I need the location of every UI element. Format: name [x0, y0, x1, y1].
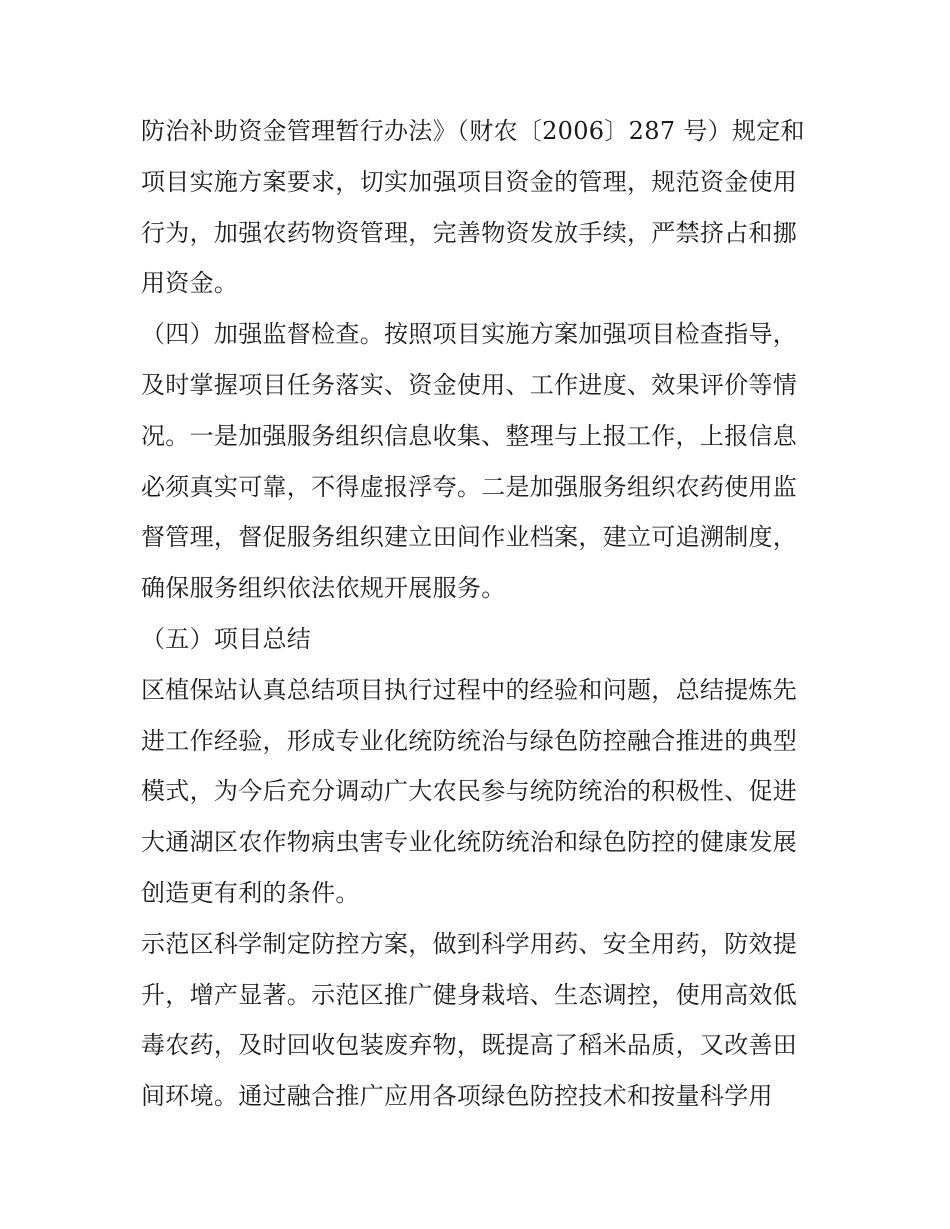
- text-line: 模式，为今后充分调动广大农民参与统防统治的积极性、促进: [141, 777, 798, 806]
- text-line: 示范区科学制定防控方案，做到科学用药、安全用药，防效提: [141, 929, 798, 958]
- document-body: [141, 106, 821, 1122]
- text-line: 防治补助资金管理暂行办法》（财农〔2006〕287 号）规定和: [141, 117, 805, 145]
- text-line: 毒农药，及时回收包装废弃物，既提高了稻米品质，又改善田: [141, 1031, 798, 1060]
- text-line: 间环境。通过融合推广应用各项绿色防控技术和按量科学用: [141, 1082, 773, 1111]
- text-line: 及时掌握项目任务落实、资金使用、工作进度、效果评价等情: [141, 370, 798, 399]
- text-line: 用资金。: [141, 269, 239, 298]
- text-line: 况。一是加强服务组织信息收集、整理与上报工作，上报信息: [141, 421, 798, 450]
- text-line: 确保服务组织依法依规开展服务。: [141, 574, 506, 603]
- text-line: 创造更有利的条件。: [141, 878, 360, 907]
- section-heading-supervision: （四）加强监督检查。按照项目实施方案加强项目检查指导，: [141, 320, 798, 349]
- section-heading-summary: （五）项目总结: [141, 624, 312, 653]
- text-line: 必须真实可靠，不得虚报浮夸。二是加强服务组织农药使用监: [141, 472, 798, 501]
- text-line: 大通湖区农作物病虫害专业化统防统治和绿色防控的健康发展: [141, 828, 798, 857]
- text-line: 行为，加强农药物资管理，完善物资发放手续，严禁挤占和挪: [141, 218, 798, 247]
- text-line: 区植保站认真总结项目执行过程中的经验和问题，总结提炼先: [141, 675, 798, 704]
- text-line: 项目实施方案要求，切实加强项目资金的管理，规范资金使用: [141, 167, 798, 196]
- text-line: 升，增产显著。示范区推广健身栽培、生态调控，使用高效低: [141, 980, 798, 1009]
- text-line: 督管理，督促服务组织建立田间作业档案，建立可追溯制度，: [141, 523, 798, 552]
- text-line: 进工作经验，形成专业化统防统治与绿色防控融合推进的典型: [141, 726, 798, 755]
